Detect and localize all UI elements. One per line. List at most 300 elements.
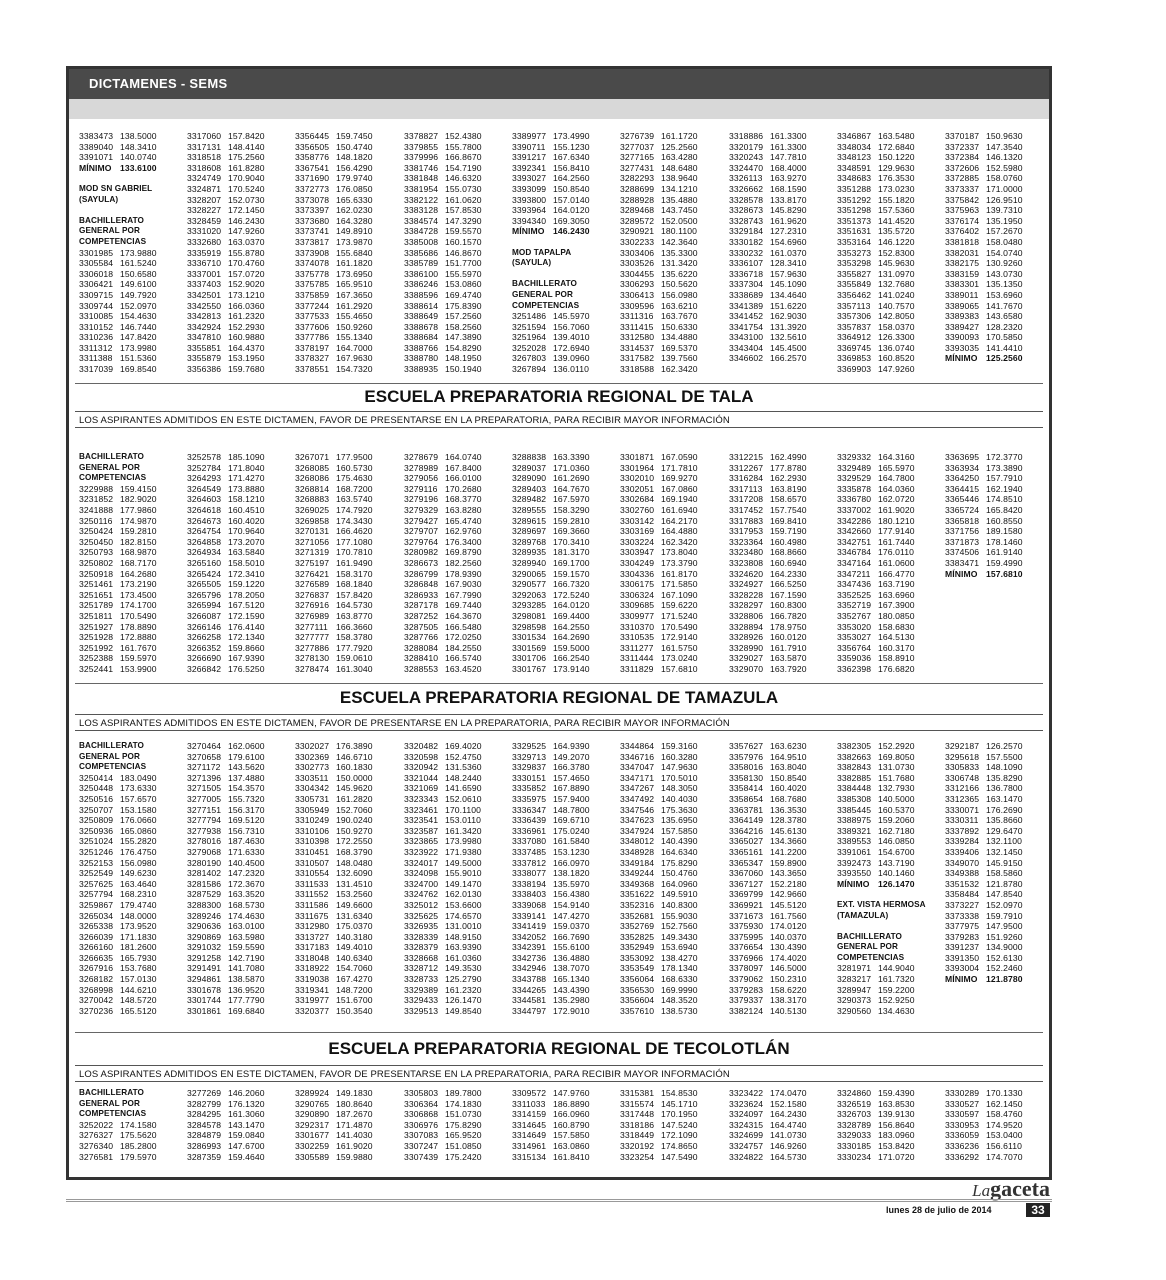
applicant-id: 3393004 <box>945 963 980 974</box>
applicant-id: 3250918 <box>79 568 114 579</box>
score-row <box>295 547 373 558</box>
score-row <box>295 579 373 590</box>
minimum-score-value: 125.2560 <box>986 353 1023 364</box>
score-value: 168.6330 <box>661 974 698 985</box>
result-column <box>79 131 157 375</box>
score-value: 162.3420 <box>661 536 698 547</box>
applicant-id: 3306018 <box>79 268 114 279</box>
applicant-id: 3375859 <box>295 289 330 300</box>
applicant-id: 3342052 <box>512 931 547 942</box>
applicant-id: 3338194 <box>512 878 547 889</box>
score-value: 159.1220 <box>228 579 265 590</box>
score-value: 150.4740 <box>336 141 373 152</box>
score-row <box>729 826 807 837</box>
applicant-id: 3342813 <box>187 311 222 322</box>
applicant-id: 3278474 <box>295 663 330 674</box>
score-value: 166.4620 <box>336 526 373 537</box>
applicant-id: 3317183 <box>295 942 330 953</box>
score-value: 161.5840 <box>553 836 590 847</box>
applicant-id: 3330289 <box>945 1088 980 1098</box>
applicant-id: 3306421 <box>79 279 114 290</box>
program-label: GENERAL POR <box>79 462 140 472</box>
applicant-id: 3301964 <box>620 462 655 473</box>
score-value: 172.5240 <box>553 589 590 600</box>
applicant-id: 3313727 <box>295 931 330 942</box>
applicant-id: 3365446 <box>945 494 980 505</box>
applicant-id: 3328668 <box>404 952 439 963</box>
score-value: 176.1320 <box>228 1098 265 1109</box>
applicant-id: 3328733 <box>404 974 439 985</box>
score-row <box>295 889 373 900</box>
score-value: 146.9260 <box>770 1140 807 1151</box>
score-value: 175.0240 <box>553 825 590 836</box>
score-value: 169.4020 <box>445 741 482 751</box>
score-row <box>404 226 482 237</box>
score-value: 172.6840 <box>878 141 915 152</box>
score-row <box>837 290 915 301</box>
applicant-id: 3353549 <box>620 963 655 974</box>
score-row <box>79 783 157 794</box>
score-row <box>729 269 807 280</box>
score-value: 184.2550 <box>445 642 482 653</box>
score-row <box>729 142 807 153</box>
score-value: 166.7690 <box>553 931 590 942</box>
score-row <box>187 1152 265 1163</box>
score-value: 134.4640 <box>770 289 807 300</box>
score-row <box>512 184 590 195</box>
result-column <box>404 741 482 1016</box>
score-row <box>295 942 373 953</box>
result-column <box>837 741 926 1016</box>
score-row <box>729 452 807 463</box>
score-row <box>79 343 157 354</box>
score-value: 175.4630 <box>336 473 373 484</box>
applicant-id: 3292317 <box>295 1119 330 1130</box>
score-value: 163.0100 <box>228 921 265 932</box>
score-row <box>187 974 265 985</box>
score-value: 159.4150 <box>120 483 157 494</box>
score-value: 151.5360 <box>120 353 157 364</box>
applicant-id: 3379337 <box>729 995 764 1006</box>
sems-results-table <box>79 131 1045 383</box>
score-row <box>620 226 698 237</box>
score-row <box>187 452 265 463</box>
score-value: 150.6580 <box>120 268 157 279</box>
applicant-id: 3363934 <box>945 462 980 473</box>
score-value: 170.9640 <box>228 526 265 537</box>
spacer <box>837 921 926 932</box>
applicant-id: 3264754 <box>187 526 222 537</box>
score-value: 157.0130 <box>120 974 157 985</box>
logo-name: gaceta <box>990 1176 1050 1201</box>
score-value: 148.4140 <box>228 141 265 152</box>
applicant-id: 3289947 <box>837 984 872 995</box>
score-value: 138.5730 <box>661 1005 698 1016</box>
score-row <box>945 1120 1023 1131</box>
score-value: 142.9660 <box>770 889 807 900</box>
score-row <box>295 494 373 505</box>
score-value: 131.5360 <box>445 762 482 773</box>
score-value: 176.4140 <box>228 621 265 632</box>
score-value: 142.8050 <box>878 311 915 322</box>
score-row <box>404 1152 482 1163</box>
applicant-id: 3356386 <box>187 364 222 375</box>
score-value: 143.7190 <box>878 857 915 868</box>
applicant-id: 3301706 <box>512 653 547 664</box>
score-value: 156.7060 <box>553 321 590 332</box>
score-value: 155.0730 <box>445 183 482 194</box>
score-value: 143.7450 <box>661 205 698 216</box>
applicant-id: 3288699 <box>620 183 655 194</box>
applicant-id: 3282293 <box>620 173 655 184</box>
score-row <box>295 237 373 248</box>
score-value: 133.8170 <box>770 194 807 205</box>
applicant-id: 3330232 <box>729 247 764 258</box>
applicant-id: 3351298 <box>837 205 872 216</box>
score-row <box>620 1006 698 1017</box>
score-row <box>837 516 915 527</box>
score-row <box>79 953 157 964</box>
score-row <box>187 205 265 216</box>
spacer <box>79 205 157 216</box>
score-value: 134.1210 <box>661 183 698 194</box>
score-value: 163.5840 <box>228 547 265 558</box>
applicant-id: 3317060 <box>187 131 222 141</box>
score-row <box>620 248 698 259</box>
score-row <box>620 995 698 1006</box>
score-row <box>187 1109 265 1120</box>
score-row <box>404 632 482 643</box>
score-value: 161.0600 <box>878 557 915 568</box>
score-value: 152.5980 <box>986 162 1023 173</box>
applicant-id: 3267071 <box>295 452 330 462</box>
applicant-id: 3324822 <box>729 1151 764 1162</box>
applicant-id: 3358414 <box>729 783 764 794</box>
score-value: 155.7320 <box>228 793 265 804</box>
score-row <box>295 311 373 322</box>
score-row <box>620 783 698 794</box>
score-value: 158.2560 <box>445 321 482 332</box>
applicant-id: 3351373 <box>837 215 872 226</box>
score-row <box>512 364 590 375</box>
score-row <box>512 1099 590 1110</box>
score-row <box>295 921 373 932</box>
score-row <box>512 805 590 816</box>
score-value: 157.8420 <box>228 131 265 141</box>
applicant-id: 3323808 <box>729 557 764 568</box>
score-value: 156.6110 <box>986 1140 1023 1151</box>
applicant-id: 3279764 <box>404 536 439 547</box>
applicant-id: 3351622 <box>620 889 655 900</box>
score-row <box>837 805 926 816</box>
score-value: 175.2560 <box>228 152 265 163</box>
applicant-id: 3347623 <box>620 815 655 826</box>
score-value: 173.2070 <box>228 536 265 547</box>
score-row <box>729 643 807 654</box>
score-row <box>945 237 1023 248</box>
score-value: 139.7310 <box>986 205 1023 216</box>
score-value: 159.4640 <box>228 1151 265 1162</box>
score-value: 170.5010 <box>661 772 698 783</box>
score-value: 177.1080 <box>336 536 373 547</box>
score-value: 168.8660 <box>770 547 807 558</box>
program-label: COMPETENCIAS <box>512 300 580 310</box>
score-value: 175.8290 <box>445 1119 482 1130</box>
score-row <box>295 773 373 784</box>
applicant-id: 3382175 <box>945 258 980 269</box>
score-value: 143.0730 <box>986 268 1023 279</box>
score-row <box>187 322 265 333</box>
score-value: 136.4880 <box>553 952 590 963</box>
applicant-id: 3341754 <box>729 321 764 332</box>
score-value: 158.4760 <box>986 1109 1023 1120</box>
score-value: 163.3520 <box>228 889 265 900</box>
applicant-id: 3250936 <box>79 825 114 836</box>
score-value: 140.8300 <box>661 899 698 910</box>
score-row <box>837 569 915 580</box>
score-value: 154.6700 <box>878 846 915 857</box>
score-value: 148.9150 <box>445 931 482 942</box>
score-value: 153.1950 <box>228 353 265 364</box>
score-value: 157.9400 <box>553 793 590 804</box>
applicant-id: 3381848 <box>404 173 439 184</box>
applicant-id: 3372337 <box>945 141 980 152</box>
score-row <box>620 643 698 654</box>
score-row <box>187 953 265 964</box>
score-row <box>620 463 698 474</box>
score-row <box>620 579 698 590</box>
score-value: 160.6940 <box>770 557 807 568</box>
score-value: 135.3300 <box>661 247 698 258</box>
score-value: 164.0360 <box>878 483 915 494</box>
score-value: 169.1940 <box>661 494 698 505</box>
score-value: 159.4390 <box>878 1088 915 1098</box>
score-row <box>404 473 482 484</box>
score-row <box>512 558 590 569</box>
applicant-id: 3337001 <box>187 268 222 279</box>
score-row <box>837 248 915 259</box>
score-value: 167.5970 <box>553 494 590 505</box>
applicant-id: 3356445 <box>295 131 330 141</box>
score-value: 173.3890 <box>986 462 1023 473</box>
score-row <box>295 847 373 858</box>
score-row <box>79 1152 157 1163</box>
applicant-id: 3346602 <box>729 353 764 364</box>
score-value: 131.0730 <box>878 762 915 773</box>
applicant-id: 3379283 <box>729 984 764 995</box>
applicant-id: 3306976 <box>404 1119 439 1130</box>
score-value: 141.7670 <box>986 300 1023 311</box>
applicant-id: 3330953 <box>945 1119 980 1130</box>
applicant-id: 3342946 <box>512 963 547 974</box>
score-row <box>187 173 265 184</box>
score-row <box>945 547 1023 558</box>
applicant-id: 3357610 <box>620 1005 655 1016</box>
score-value: 157.5360 <box>878 205 915 216</box>
score-row <box>187 505 265 516</box>
score-value: 168.3770 <box>445 494 482 505</box>
applicant-id: 3330311 <box>945 815 979 826</box>
score-value: 163.4520 <box>445 663 482 674</box>
score-row <box>295 353 373 364</box>
score-value: 138.5870 <box>228 974 265 985</box>
score-row <box>79 322 157 333</box>
score-value: 136.0740 <box>878 342 915 353</box>
score-value: 161.1820 <box>336 258 373 269</box>
score-row <box>404 1006 482 1017</box>
score-value: 174.4630 <box>228 910 265 921</box>
applicant-id: 3289403 <box>512 483 547 494</box>
score-value: 157.7910 <box>986 473 1023 484</box>
applicant-id: 3389321 <box>837 825 872 836</box>
score-value: 138.1820 <box>553 868 590 879</box>
applicant-id: 3373227 <box>945 899 980 910</box>
score-value: 154.7190 <box>445 162 482 173</box>
score-value: 146.1320 <box>986 152 1023 163</box>
score-row <box>620 569 698 580</box>
score-row <box>512 1130 590 1141</box>
score-row <box>79 826 157 837</box>
score-value: 150.9630 <box>986 131 1023 141</box>
applicant-id: 3383473 <box>79 131 114 141</box>
applicant-id: 3381954 <box>404 183 439 194</box>
score-row <box>620 858 698 869</box>
score-value: 157.2670 <box>986 226 1023 237</box>
applicant-id: 3305584 <box>79 258 114 269</box>
score-value: 161.8410 <box>553 1151 590 1162</box>
applicant-id: 3386246 <box>404 279 439 290</box>
applicant-id: 3290065 <box>512 568 547 579</box>
score-value: 180.8640 <box>336 1098 373 1109</box>
score-value: 148.3520 <box>661 995 698 1006</box>
score-row <box>729 1099 807 1110</box>
applicant-id: 3353273 <box>837 247 872 258</box>
score-value: 171.5240 <box>661 610 698 621</box>
score-row <box>512 963 590 974</box>
result-column <box>837 1088 915 1162</box>
score-row <box>404 942 482 953</box>
score-value: 158.8910 <box>878 653 915 664</box>
score-value: 126.3300 <box>878 332 915 343</box>
applicant-id: 3266352 <box>187 642 222 653</box>
score-row <box>79 152 157 163</box>
score-row <box>512 1006 590 1017</box>
score-row <box>512 868 590 879</box>
score-value: 140.0740 <box>120 152 157 163</box>
score-row <box>295 632 373 643</box>
score-row <box>512 847 590 858</box>
score-row <box>512 343 590 354</box>
score-value: 161.0370 <box>770 247 807 258</box>
applicant-id: 3329529 <box>837 473 872 484</box>
score-row <box>512 611 590 622</box>
score-value: 161.3300 <box>770 131 807 141</box>
applicant-id: 3347546 <box>620 804 655 815</box>
score-row <box>404 279 482 290</box>
tala-title: ESCUELA PREPARATORIA REGIONAL DE TALA <box>364 387 754 406</box>
score-value: 172.0250 <box>445 632 482 643</box>
applicant-id: 3317582 <box>620 353 655 364</box>
score-value: 143.5620 <box>228 762 265 773</box>
score-value: 185.1090 <box>228 452 265 462</box>
score-row <box>512 505 590 516</box>
score-value: 173.4990 <box>553 131 590 141</box>
applicant-id: 3382122 <box>404 194 439 205</box>
applicant-id: 3251992 <box>79 642 114 653</box>
applicant-id: 3266039 <box>79 931 114 942</box>
applicant-id: 3328459 <box>187 215 222 226</box>
applicant-id: 3306175 <box>620 579 655 590</box>
result-column <box>620 452 698 674</box>
score-row <box>295 974 373 985</box>
applicant-id: 3265505 <box>187 579 222 590</box>
score-value: 164.0120 <box>553 205 590 216</box>
score-row <box>512 900 590 911</box>
applicant-id: 3301678 <box>187 984 222 995</box>
score-row <box>729 879 807 890</box>
applicant-id: 3289924 <box>295 1088 330 1098</box>
score-row <box>620 985 698 996</box>
applicant-id: 3303947 <box>620 547 655 558</box>
score-row <box>187 343 265 354</box>
score-value: 174.4020 <box>770 952 807 963</box>
score-row <box>729 248 807 259</box>
applicant-id: 3324017 <box>404 857 439 868</box>
score-row <box>187 805 265 816</box>
score-row <box>729 226 807 237</box>
score-row <box>945 184 1023 195</box>
applicant-id: 3312365 <box>945 793 980 804</box>
program-label: (SAYULA) <box>512 258 552 268</box>
score-row <box>512 152 590 163</box>
score-value: 159.0610 <box>336 653 373 664</box>
score-value: 161.7670 <box>120 642 157 653</box>
score-row <box>837 847 926 858</box>
score-row <box>729 1120 807 1131</box>
applicant-id: 3353027 <box>837 632 872 643</box>
score-row <box>620 526 698 537</box>
score-value: 162.0600 <box>228 741 265 751</box>
score-value: 159.7450 <box>336 131 373 141</box>
score-row <box>295 343 373 354</box>
score-row <box>620 1130 698 1141</box>
applicant-id: 3365818 <box>945 515 980 526</box>
applicant-id: 3338077 <box>512 868 547 879</box>
score-row <box>79 290 157 301</box>
score-value: 166.5250 <box>770 579 807 590</box>
score-value: 171.4870 <box>336 1119 373 1130</box>
applicant-id: 3265160 <box>187 557 222 568</box>
applicant-id: 3377606 <box>295 321 330 332</box>
score-value: 161.2820 <box>336 793 373 804</box>
score-row <box>79 889 157 900</box>
applicant-id: 3303526 <box>620 258 655 269</box>
score-row <box>945 142 1023 153</box>
applicant-id: 3324700 <box>404 878 439 889</box>
applicant-id: 3318922 <box>295 963 330 974</box>
score-row <box>620 258 698 269</box>
program-label: (SAYULA) <box>79 194 119 204</box>
applicant-id: 3377975 <box>945 921 980 932</box>
applicant-id: 3373078 <box>295 194 330 205</box>
score-value: 173.9520 <box>120 921 157 932</box>
applicant-id: 3310507 <box>295 857 330 868</box>
score-row <box>837 216 915 227</box>
score-value: 160.8550 <box>986 515 1023 526</box>
score-row <box>729 600 807 611</box>
applicant-id: 3318886 <box>729 131 764 141</box>
score-row <box>729 783 807 794</box>
